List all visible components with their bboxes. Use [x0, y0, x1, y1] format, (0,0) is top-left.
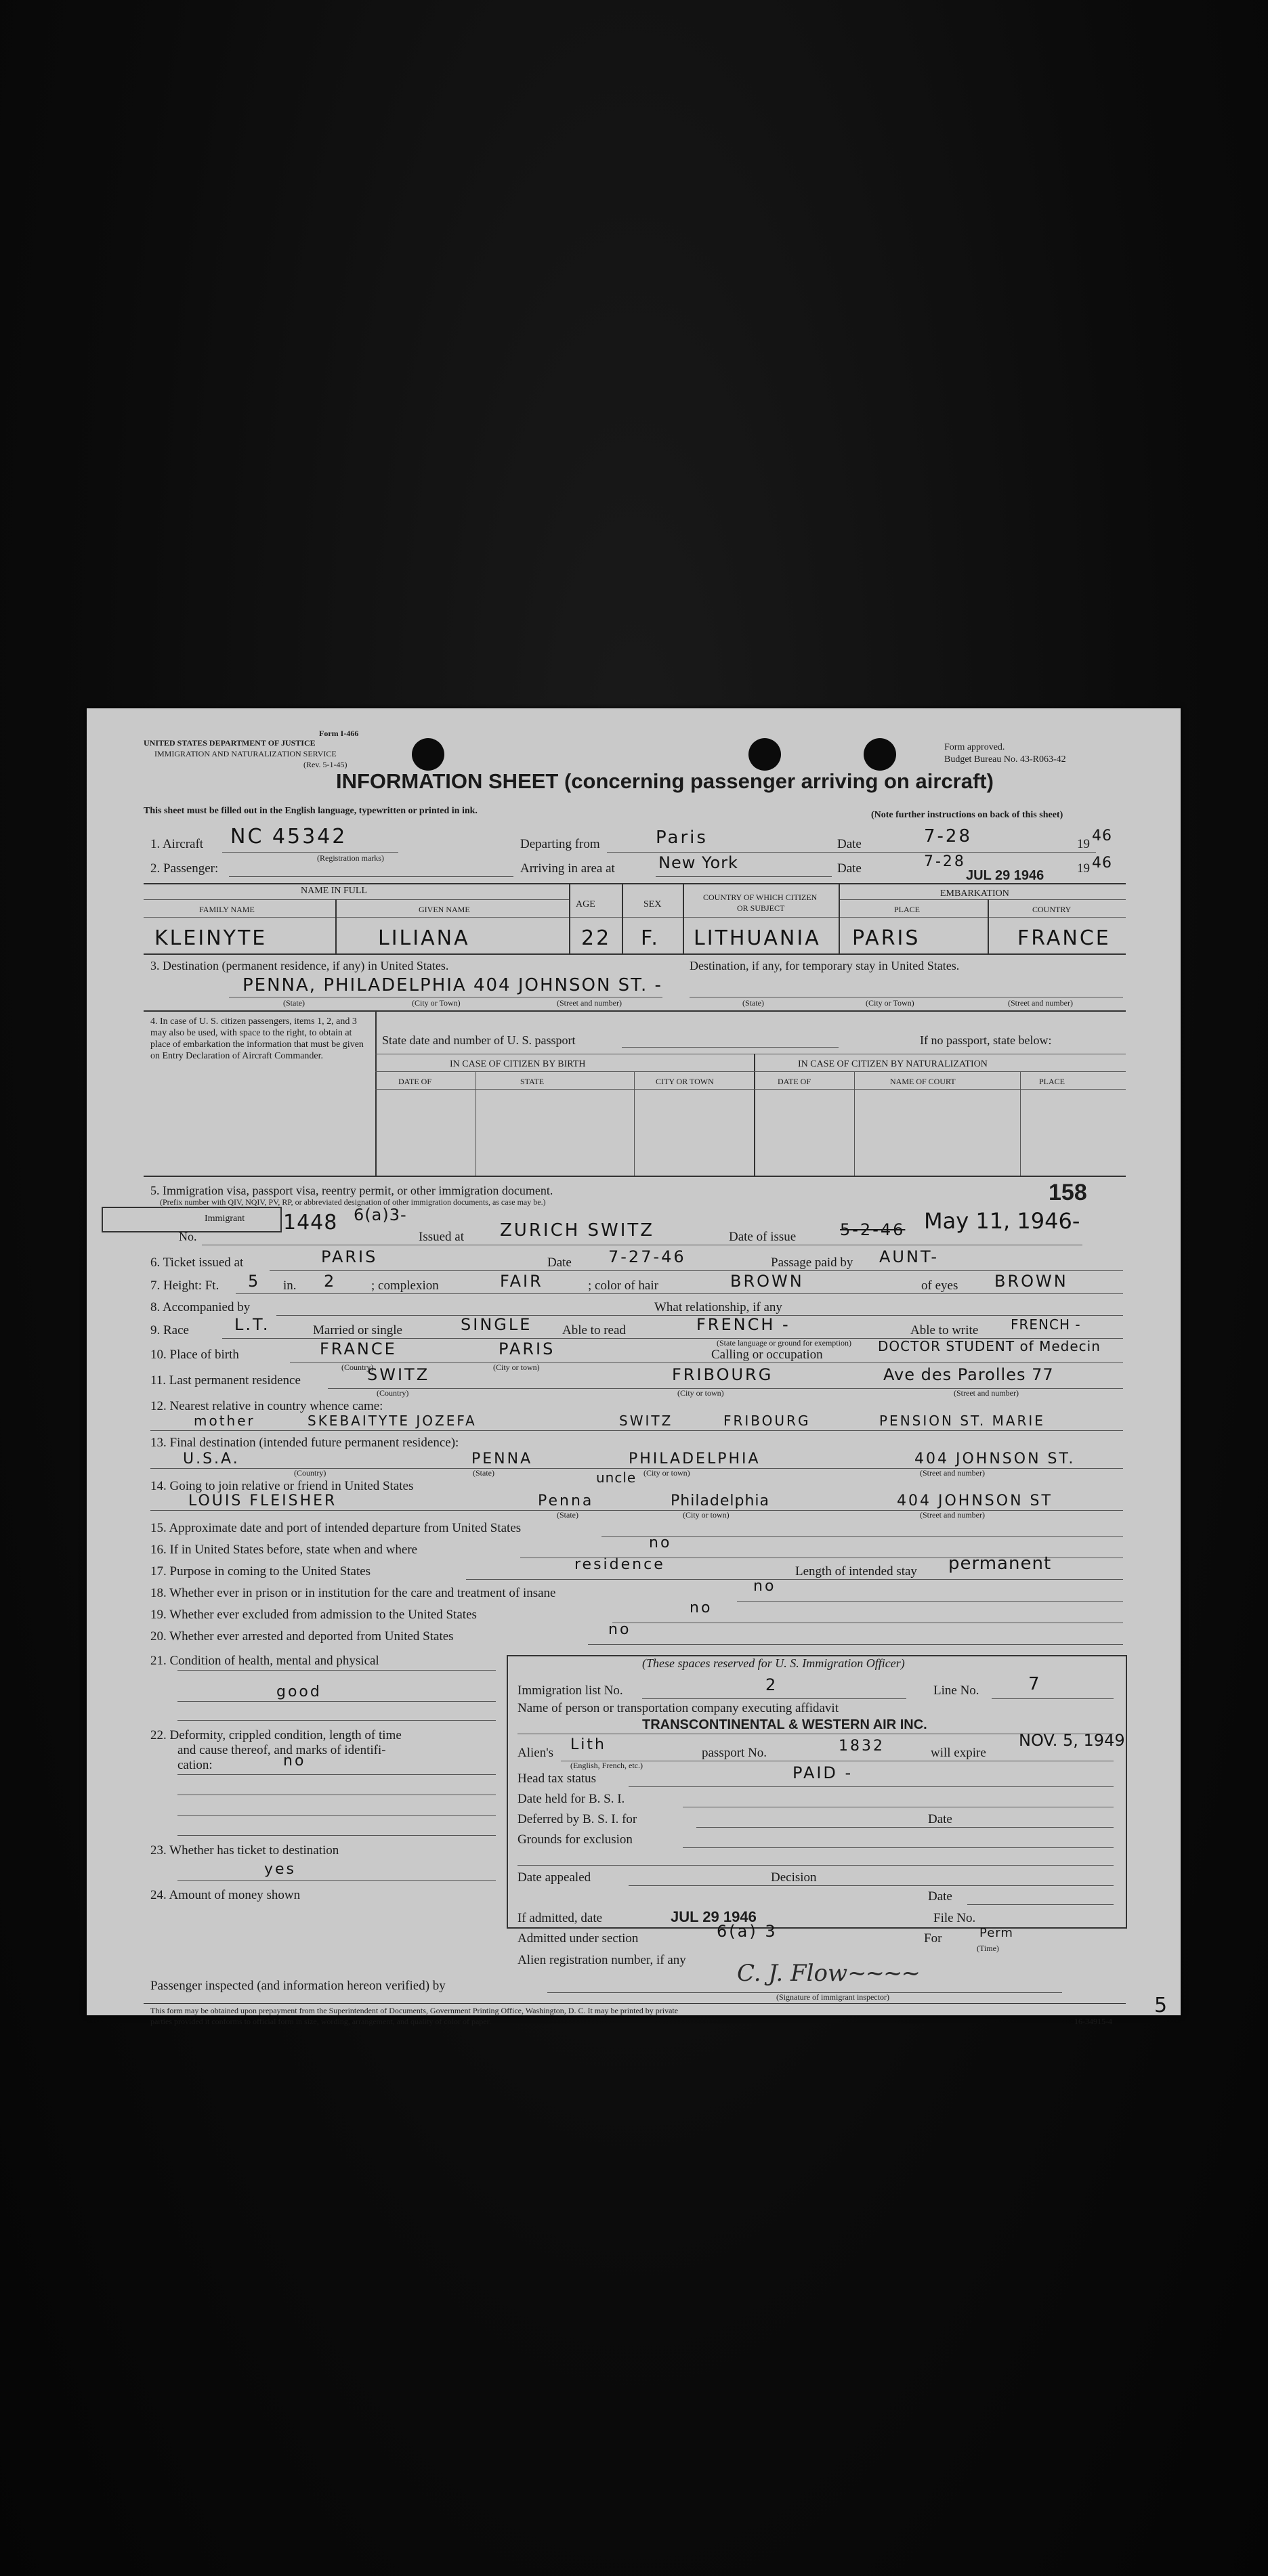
citizen-by-birth-header: IN CASE OF CITIZEN BY BIRTH [450, 1059, 586, 1069]
admitted-section-value: 6(a) 3 [717, 1922, 778, 1941]
arrive-date-value: 7-28 [924, 853, 966, 870]
ticket-destination-label: 23. Whether has ticket to destination [150, 1843, 339, 1858]
immigration-list-value: 2 [765, 1675, 778, 1694]
alien-passport-label: passport No. [702, 1746, 767, 1760]
final-destination-city-caption: (City or town) [643, 1468, 690, 1478]
arriving-label: Arriving in area at [520, 861, 615, 876]
arriving-value: New York [658, 853, 738, 872]
embarkation-header: EMBARKATION [940, 888, 1009, 899]
depart-date-label: Date [837, 837, 862, 851]
deferred-date-label: Date [928, 1812, 952, 1826]
going-to-join-street-caption: (Street and number) [920, 1510, 985, 1520]
excluded-value: no [690, 1600, 713, 1616]
going-to-join-state: Penna [538, 1493, 594, 1509]
visa-label: 5. Immigration visa, passport visa, reentry permit, or other immigration document. [150, 1184, 553, 1197]
going-to-join-relation: uncle [596, 1469, 637, 1486]
punch-hole-center [748, 738, 781, 771]
last-residence-country-caption: (Country) [377, 1388, 409, 1398]
date-of-issue-struck: 5-2-46 [840, 1220, 906, 1239]
depart-year-value: 46 [1092, 828, 1112, 844]
age-header: AGE [576, 899, 595, 909]
height-label: 7. Height: Ft. [150, 1279, 219, 1293]
final-destination-state-caption: (State) [473, 1468, 494, 1478]
going-to-join-city: Philadelphia [671, 1493, 770, 1509]
nearest-relative-city: FRIBOURG [723, 1413, 811, 1429]
race-value: L.T. [234, 1315, 270, 1334]
eyes-label: of eyes [921, 1279, 958, 1293]
admitted-date-stamp: JUL 29 1946 [671, 1908, 757, 1925]
last-residence-street-caption: (Street and number) [954, 1388, 1019, 1398]
height-in-label: in. [283, 1279, 297, 1293]
instructions: This sheet must be filled out in the English language, typewritten or printed in ink. [144, 806, 478, 816]
for-value: Perm [979, 1926, 1013, 1940]
file-no-label: File No. [933, 1911, 976, 1925]
embarkation-place-value: PARIS [852, 926, 921, 950]
passport-date-label: State date and number of U. S. passport [382, 1033, 576, 1047]
immigration-list-label: Immigration list No. [517, 1683, 623, 1698]
sex-value: F. [641, 926, 660, 950]
punch-hole-left [412, 738, 444, 771]
birth-state-header: STATE [520, 1077, 545, 1086]
issued-at-value: ZURICH SWITZ [500, 1220, 655, 1241]
nearest-relative-label: 12. Nearest relative in country whence came: [150, 1399, 383, 1413]
grounds-label: Grounds for exclusion [517, 1832, 633, 1847]
prior-visit-label: 16. If in United States before, state when and where [150, 1543, 418, 1557]
passage-paid-label: Passage paid by [771, 1255, 853, 1270]
birth-place-label: 10. Place of birth [150, 1348, 239, 1362]
service-name: IMMIGRATION AND NATURALIZATION SERVICE [154, 749, 337, 758]
alien-passport-value: 1832 [839, 1738, 885, 1755]
visa-prefix-note: (Prefix number with QIV, NQIV, PV, RP, or abbreviated designation of other immigration documents, as case may be.) [160, 1197, 546, 1207]
final-destination-street: 404 JOHNSON ST. [914, 1451, 1076, 1467]
destination-label: 3. Destination (permanent residence, if any) in United States. [150, 959, 449, 972]
form-number: Form I-466 [319, 729, 359, 738]
prior-visit-value: no [649, 1534, 672, 1551]
decision-label: Decision [771, 1870, 817, 1885]
final-destination-country-caption: (Country) [294, 1468, 326, 1478]
deformity-value: no [283, 1753, 306, 1769]
complexion-value: FAIR [500, 1272, 543, 1291]
deported-value: no [608, 1621, 631, 1638]
birth-date-header: DATE OF [398, 1077, 432, 1086]
complexion-label: ; complexion [371, 1279, 439, 1293]
will-expire-label: will expire [931, 1746, 986, 1760]
citizenship-value: LITHUANIA [694, 926, 821, 950]
excluded-label: 19. Whether ever excluded from admission to the United States [150, 1608, 477, 1622]
line-no-value: 7 [1028, 1674, 1042, 1694]
married-label: Married or single [313, 1323, 402, 1337]
signature-caption: (Signature of immigrant inspector) [776, 1992, 889, 2002]
departing-label: Departing from [520, 837, 600, 851]
depart-year-prefix: 19 [1077, 837, 1090, 851]
time-caption: (Time) [977, 1944, 999, 1953]
accompanied-label: 8. Accompanied by [150, 1300, 251, 1314]
arrive-date-label: Date [837, 861, 862, 876]
purpose-label: 17. Purpose in coming to the United States [150, 1564, 371, 1579]
passenger-label: 2. Passenger: [150, 861, 219, 876]
final-destination-label: 13. Final destination (intended future permanent residence): [150, 1436, 459, 1450]
temp-destination-label: Destination, if any, for temporary stay in United States. [690, 959, 960, 972]
punch-hole-right [864, 738, 896, 771]
relationship-label: What relationship, if any [654, 1300, 782, 1314]
ticket-value: PARIS [321, 1247, 378, 1266]
no-passport-label: If no passport, state below: [920, 1033, 1052, 1047]
calling-value: DOCTOR STUDENT of Medecin [878, 1338, 1101, 1354]
deformity-label-3: cation: [177, 1758, 213, 1772]
emb-country-header: COUNTRY [1032, 905, 1072, 914]
height-ft-value: 5 [248, 1272, 261, 1291]
nat-date-header: DATE OF [778, 1077, 811, 1086]
nearest-relative-relation: mother [194, 1413, 255, 1429]
destination-state-caption: (State) [283, 998, 305, 1008]
country-header-2: OR SUBJECT [737, 903, 785, 913]
department-name: UNITED STATES DEPARTMENT OF JUSTICE [144, 738, 316, 748]
birth-country-caption: (Country) [341, 1362, 374, 1372]
aliens-label: Alien's [517, 1746, 554, 1760]
arrival-date-stamp: JUL 29 1946 [966, 868, 1044, 883]
for-label: For [924, 1931, 942, 1946]
aircraft-value: NC 45342 [230, 825, 347, 849]
going-to-join-street: 404 JOHNSON ST [897, 1493, 1053, 1509]
fineprint-line-2: parties provided it conforms to official form in size, wording, arrangement, and quality of color of paper. [150, 2017, 491, 2026]
inspected-by-label: Passenger inspected (and information hereon verified) by [150, 1979, 446, 1993]
deformity-label-2: and cause thereof, and marks of identifi- [177, 1743, 386, 1757]
fineprint-line-1: This form may be obtained upon prepayment from the Superintendent of Documents, Government Printing Office, Washington, D. C. It may be printed by private [150, 2006, 679, 2015]
decision-date-label: Date [928, 1889, 952, 1904]
visa-number-label: No. [179, 1230, 197, 1243]
birth-country-value: FRANCE [320, 1339, 397, 1358]
health-label: 21. Condition of health, mental and physical [150, 1654, 379, 1668]
able-read-label: Able to read [562, 1323, 626, 1337]
ticket-date-label: Date [547, 1255, 572, 1270]
nearest-relative-address: PENSION ST. MARIE [879, 1413, 1045, 1429]
birth-city-value: PARIS [499, 1339, 555, 1358]
item4-text: 4. In case of U. S. citizen passengers, items 1, 2, and 3 may also be used, with space to the right, to obtain at place of embarkation the information that must be given on Entry Declaration of Aircraft Commander. [150, 1016, 364, 1061]
head-tax-value: PAID - [792, 1763, 853, 1782]
date-of-issue-value: May 11, 1946- [924, 1208, 1080, 1234]
family-name-value: KLEINYTE [154, 926, 268, 950]
given-name-header: GIVEN NAME [419, 905, 470, 914]
appealed-label: Date appealed [517, 1870, 591, 1885]
passage-paid-value: AUNT- [879, 1247, 939, 1266]
court-header: NAME OF COURT [890, 1077, 956, 1086]
final-destination-country: U.S.A. [183, 1451, 240, 1467]
nat-place-header: PLACE [1039, 1077, 1065, 1086]
purpose-value: residence [574, 1556, 665, 1573]
able-write-value: FRENCH - [1011, 1316, 1081, 1333]
temp-city-caption: (City or Town) [866, 998, 914, 1008]
hair-label: ; color of hair [588, 1279, 658, 1293]
married-value: SINGLE [461, 1315, 532, 1334]
health-value: good [276, 1683, 322, 1700]
aliens-caption: (English, French, etc.) [570, 1761, 643, 1770]
birth-city-caption: (City or town) [493, 1362, 540, 1372]
going-to-join-city-caption: (City or town) [683, 1510, 730, 1520]
name-in-full-header: NAME IN FULL [301, 886, 367, 896]
arrive-year-prefix: 19 [1077, 861, 1090, 876]
family-name-header: FAMILY NAME [199, 905, 255, 914]
departure-intent-label: 15. Approximate date and port of intended departure from United States [150, 1521, 522, 1535]
last-residence-country: SWITZ [367, 1365, 430, 1384]
back-note: (Note further instructions on back of this sheet) [871, 810, 1063, 820]
able-read-value: FRENCH - [696, 1315, 790, 1334]
ticket-date-value: 7-27-46 [608, 1247, 686, 1266]
aircraft-label: 1. Aircraft [150, 837, 204, 851]
going-to-join-state-caption: (State) [557, 1510, 578, 1520]
stamp-158: 158 [1049, 1180, 1087, 1205]
alien-registration-label: Alien registration number, if any [517, 1953, 686, 1967]
nearest-relative-name: SKEBAITYTE JOZEFA [308, 1413, 477, 1429]
sex-header: SEX [643, 899, 662, 909]
citizen-by-naturalization-header: IN CASE OF CITIZEN BY NATURALIZATION [798, 1059, 988, 1069]
date-of-issue-label: Date of issue [729, 1230, 797, 1244]
going-to-join-label: 14. Going to join relative or friend in United States [150, 1479, 414, 1493]
embarkation-country-value: FRANCE [1017, 926, 1111, 950]
given-name-value: LILIANA [378, 926, 470, 950]
bsi-held-label: Date held for B. S. I. [517, 1792, 625, 1806]
issued-at-label: Issued at [419, 1230, 465, 1244]
depart-date-value: 7-28 [924, 826, 973, 846]
visa-number-value: 1448 [283, 1211, 338, 1235]
page-title: INFORMATION SHEET (concerning passenger arriving on aircraft) [336, 769, 994, 793]
budget-bureau: Budget Bureau No. 43-R063-42 [944, 754, 1066, 765]
final-destination-street-caption: (Street and number) [920, 1468, 985, 1478]
age-value: 22 [581, 926, 612, 950]
admitted-section-label: Admitted under section [517, 1931, 639, 1946]
ticket-destination-value: yes [264, 1861, 297, 1878]
last-residence-city-caption: (City or town) [677, 1388, 724, 1398]
country-header-1: COUNTRY OF WHICH CITIZEN [703, 893, 818, 902]
language-caption: (State language or ground for exemption) [717, 1338, 851, 1348]
inspector-signature: C. J. Flow~~~~ [737, 1960, 920, 1987]
company-label: Name of person or transportation company executing affidavit [517, 1701, 839, 1715]
deported-label: 20. Whether ever arrested and deported from United States [150, 1629, 454, 1644]
length-of-stay-label: Length of intended stay [795, 1564, 917, 1579]
length-of-stay-value: permanent [948, 1553, 1052, 1574]
departing-value: Paris [656, 828, 708, 848]
money-shown-label: 24. Amount of money shown [150, 1888, 301, 1902]
going-to-join-name: LOUIS FLEISHER [188, 1493, 337, 1509]
last-residence-city: FRIBOURG [672, 1365, 774, 1384]
final-destination-state: PENNA [471, 1451, 533, 1467]
eyes-value: BROWN [994, 1272, 1068, 1291]
temp-street-caption: (Street and number) [1008, 998, 1073, 1008]
nearest-relative-country: SWITZ [619, 1413, 673, 1429]
deformity-label-1: 22. Deformity, crippled condition, length of time [150, 1728, 402, 1742]
birth-city-header: CITY OR TOWN [656, 1077, 714, 1086]
final-destination-city: PHILADELPHIA [629, 1451, 761, 1467]
temp-state-caption: (State) [742, 998, 764, 1008]
destination-value: PENNA, PHILADELPHIA 404 JOHNSON ST. - [242, 975, 662, 995]
race-label: 9. Race [150, 1323, 189, 1337]
destination-street-caption: (Street and number) [557, 998, 622, 1008]
admitted-date-label: If admitted, date [517, 1911, 603, 1925]
ticket-label: 6. Ticket issued at [150, 1255, 244, 1270]
height-in-value: 2 [324, 1272, 337, 1291]
officer-caption: (These spaces reserved for U. S. Immigration Officer) [642, 1656, 905, 1670]
company-stamp: TRANSCONTINENTAL & WESTERN AIR INC. [642, 1717, 927, 1732]
last-residence-label: 11. Last permanent residence [150, 1373, 301, 1388]
margin-mark: 5 [1154, 1994, 1170, 2017]
arrive-year-value: 46 [1092, 855, 1112, 872]
form-approved: Form approved. [944, 742, 1005, 752]
bsi-deferred-label: Deferred by B. S. I. for [517, 1812, 637, 1826]
place-header: PLACE [894, 905, 921, 914]
will-expire-value: NOV. 5, 1949 [1019, 1731, 1125, 1750]
line-no-label: Line No. [933, 1683, 979, 1698]
registration-caption: (Registration marks) [317, 853, 384, 863]
head-tax-label: Head tax status [517, 1772, 597, 1786]
visa-class-value: 6(a)3- [354, 1205, 407, 1224]
prison-label: 18. Whether ever in prison or in institution for the care and treatment of insane [150, 1586, 556, 1600]
revision: (Rev. 5-1-45) [303, 760, 347, 769]
immigrant-stamp-box [102, 1207, 282, 1232]
immigrant-stamp-label: Immigrant [205, 1214, 245, 1224]
aliens-value: Lith [570, 1736, 606, 1753]
form-code: 16-34915-4 [1074, 2017, 1112, 2026]
information-sheet-document [87, 708, 1181, 2026]
calling-label: Calling or occupation [711, 1348, 823, 1362]
hair-value: BROWN [730, 1272, 804, 1291]
prison-value: no [753, 1578, 776, 1595]
last-residence-street: Ave des Parolles 77 [883, 1365, 1054, 1384]
destination-city-caption: (City or Town) [412, 998, 461, 1008]
able-write-label: Able to write [910, 1323, 979, 1337]
